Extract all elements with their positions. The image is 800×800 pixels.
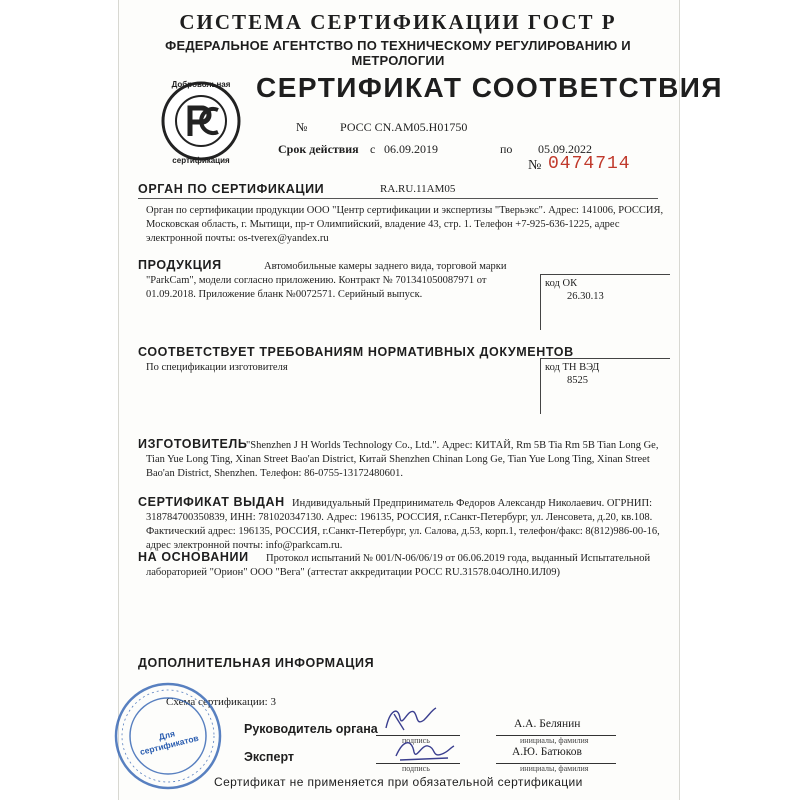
product-text: Автомобильные камеры заднего вида, торговой марки "ParkCam", модели согласно приложению. Контракт № 701341050087971 от 01.09.2018. Приложение бланк №0072571. Серийный выпуск.	[146, 261, 507, 300]
serial-number: 0474714	[548, 154, 631, 174]
norms-text: По спецификации изготовителя	[146, 362, 288, 373]
expert-label: Эксперт	[244, 750, 295, 764]
gost-r-logo	[160, 80, 242, 162]
maker-text: "Shenzhen J H Worlds Technology Co., Ltd.". Адрес: КИТАЙ, Rm 5B Tia Rm 5B Tian Long Ge, Tian Yue Long Ting, Xinan Street Bao'an District, Китай Shenzhen Chinan Long Ge, Tian Yue Long Ting, Xinan Street Bao'an District, Shenzhen. Телефон: 86-0755-13172480601.	[146, 440, 659, 479]
issued-text: Индивидуальный Предприниматель Федоров Александр Николаевич. ОГРНИП: 318784700350839, ИНН: 781020347130. Адрес: 196135, РОССИЯ, г.Санкт-Петербург, ул. Ленсовета, д.20, кв.108. Фактический адрес: 196135, РОССИЯ, г.Санкт-Петербург, ул. Салова, д.53, корп.1, телефон/факс: 8(812)986-00-16, адрес электронной почты: info@parkcam.ru.	[146, 498, 660, 551]
certificate-title: СЕРТИФИКАТ СООТВЕТСТВИЯ	[256, 72, 724, 103]
additional-label: ДОПОЛНИТЕЛЬНАЯ ИНФОРМАЦИЯ	[138, 656, 375, 670]
tnved-value: 8525	[567, 375, 588, 386]
head-label: Руководитель органа	[244, 722, 378, 736]
valid-label: Срок действия	[278, 142, 359, 156]
valid-from-word: с	[370, 142, 376, 156]
basis-label: НА ОСНОВАНИИ	[138, 550, 249, 564]
date-from: 06.09.2019	[384, 142, 438, 156]
date-to: 05.09.2022	[538, 142, 592, 156]
organ-divider	[138, 198, 658, 199]
organ-label: ОРГАН ПО СЕРТИФИКАЦИИ	[138, 182, 325, 196]
okp-label: код ОК	[545, 278, 578, 289]
organ-code: RA.RU.11AM05	[380, 183, 456, 195]
system-heading: СИСТЕМА СЕРТИФИКАЦИИ ГОСТ Р	[179, 10, 617, 34]
tnved-label: код ТН ВЭД	[545, 362, 600, 373]
cert-number-sign: №	[296, 120, 308, 134]
cert-number: РОСС CN.AM05.H01750	[340, 120, 468, 134]
expert-initials-caption: инициалы, фамилия	[520, 764, 589, 773]
scheme-text: Схема сертификации: 3	[166, 696, 276, 708]
valid-to-word: по	[500, 142, 513, 156]
expert-sig-caption: подпись	[402, 764, 430, 773]
expert-handwritten-signature	[392, 730, 456, 771]
maker-label: ИЗГОТОВИТЕЛЬ	[138, 437, 248, 451]
head-sig-caption: подпись	[402, 736, 430, 745]
logo-top-text: Добровольная	[171, 80, 231, 89]
serial-sign: №	[528, 158, 542, 173]
logo-bottom-text: сертификация	[172, 156, 230, 165]
tnved-box	[540, 358, 670, 414]
basis-text: Протокол испытаний № 001/N-06/06/19 от 06.06.2019 года, выданный Испытательной лабораторией "Орион" ООО "Вега" (аттестат аккредитации РОСС RU.31578.04ОЛН0.ИЛ09)	[146, 553, 651, 578]
issued-label: СЕРТИФИКАТ ВЫДАН	[138, 495, 285, 509]
product-label: ПРОДУКЦИЯ	[138, 258, 222, 272]
head-name: А.А. Белянин	[514, 718, 581, 730]
footer-note: Сертификат не применяется при обязательной сертификации	[214, 775, 583, 789]
okp-box	[540, 274, 670, 330]
agency-heading: ФЕДЕРАЛЬНОЕ АГЕНТСТВО ПО ТЕХНИЧЕСКОМУ РЕГУЛИРОВАНИЮ И МЕТРОЛОГИИ	[165, 38, 631, 68]
head-initials-caption: инициалы, фамилия	[520, 736, 589, 745]
gost-r-logo-icon	[160, 80, 242, 162]
norms-label: СООТВЕТСТВУЕТ ТРЕБОВАНИЯМ НОРМАТИВНЫХ ДОКУМЕНТОВ	[138, 345, 574, 359]
organ-text: Орган по сертификации продукции ООО "Центр сертификации и экспертизы "Тверьэкс". Адрес: 141006, РОССИЯ, Московская область, г. Мытищи, пр-т Олимпийский, владение 43, стр. 1. Телефон +7-925-636-1225, адрес электронной почты: os-tverex@yandex.ru	[146, 205, 664, 244]
stamp-text: Для сертификатов	[138, 728, 200, 757]
okp-value: 26.30.13	[567, 291, 604, 302]
expert-name: А.Ю. Батюков	[512, 746, 582, 758]
